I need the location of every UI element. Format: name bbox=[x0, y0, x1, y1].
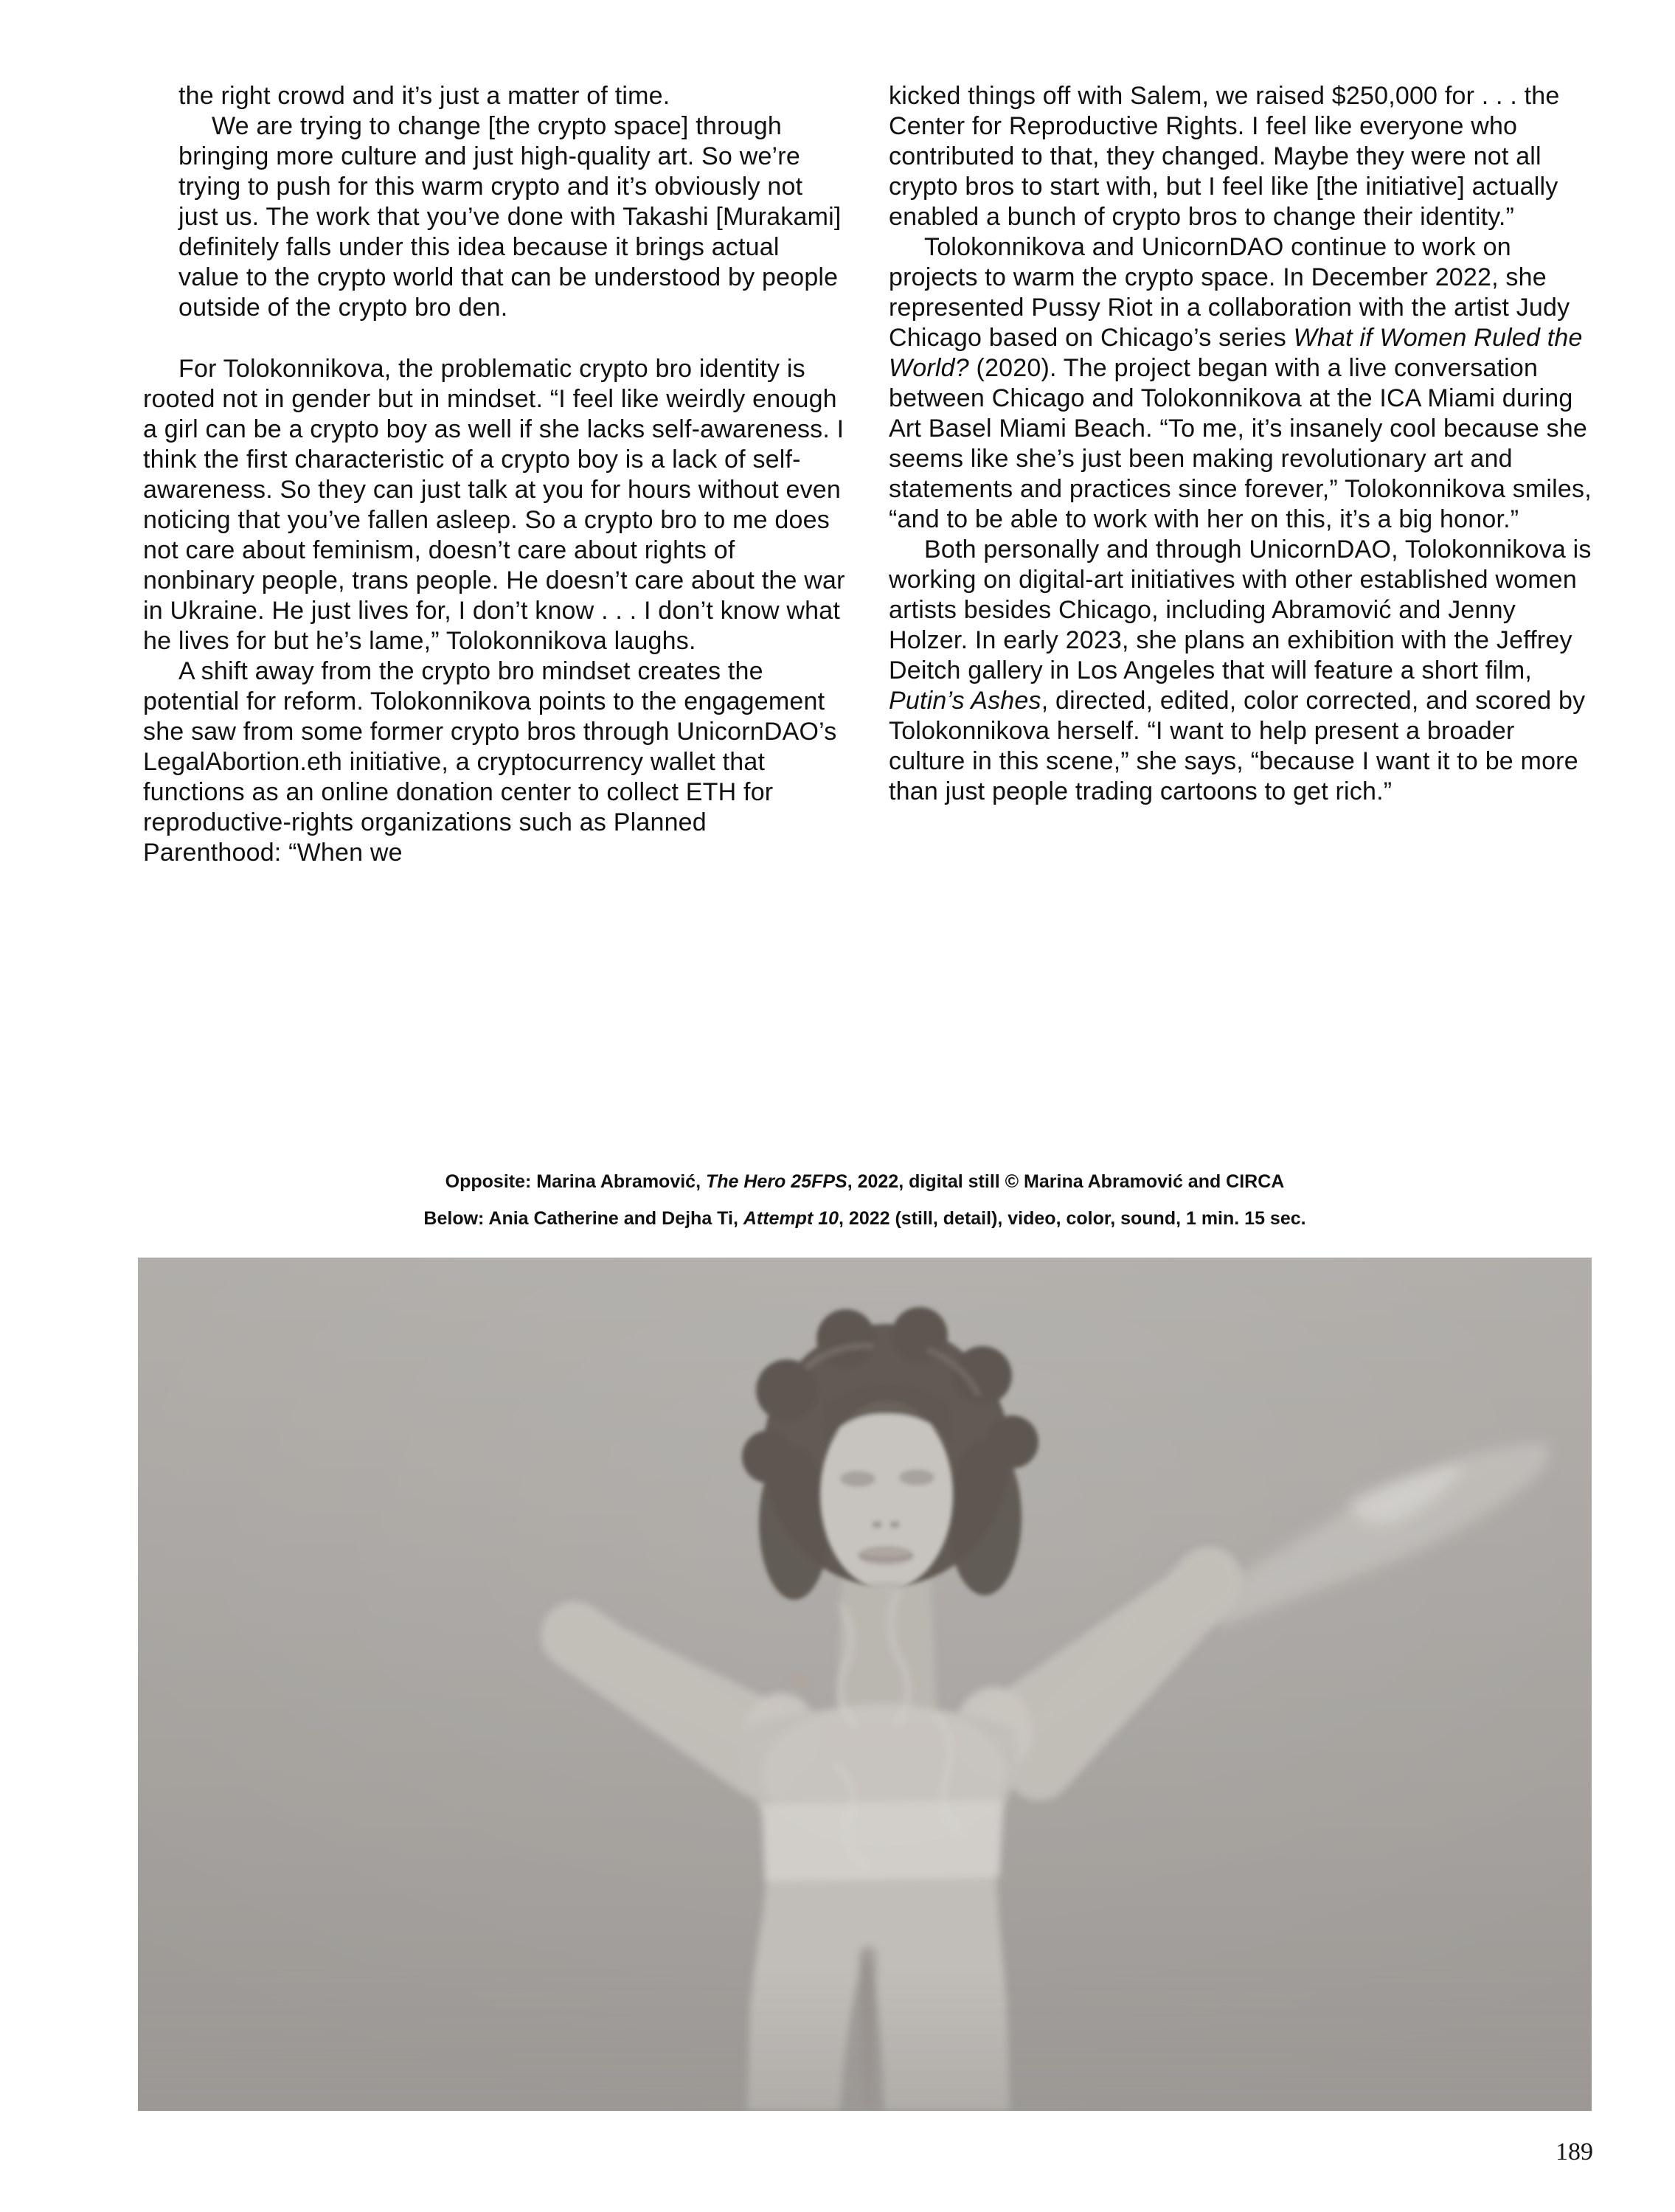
article-column-right bbox=[889, 81, 1592, 807]
text-run: A shift away from the crypto bro mindset creates the potential for reform. Tolokonnikova points to the engagement she saw from some former crypto bros through UnicornDAO’s LegalAbortion.eth initiative, a cryptocurrency wallet that functions as an online donation center to collect ETH for reproductive-rights organizations such as Planned Parenthood: “When we bbox=[143, 657, 837, 867]
quote-block bbox=[178, 81, 845, 323]
text-run: , directed, edited, color corrected, and scored by Tolokonnikova herself. “I want to help present a broader culture in this scene,” she says, “because I want it to be more than just people trading cartoons to get rich.” bbox=[889, 687, 1586, 805]
text-run: , 2022, digital still © Marina Abramović and CIRCA bbox=[847, 1171, 1285, 1192]
paragraph bbox=[889, 535, 1592, 807]
italic-text-run: Putin’s Ashes bbox=[889, 687, 1041, 715]
text-run: We are trying to change [the crypto space] through bringing more culture and just high-quality art. So we’re trying to push for this warm crypto and it’s obviously not just us. The work that you’ve done with Takashi [Murakami] definitely falls under this idea because it brings actual value to the crypto world that can be understood by people outside of the crypto bro den. bbox=[178, 112, 842, 322]
italic-text-run: The Hero 25FPS bbox=[705, 1171, 847, 1192]
text-run: Opposite: Marina Abramović, bbox=[445, 1171, 706, 1192]
text-run: For Tolokonnikova, the problematic crypto bro identity is rooted not in gender but in mindset. “I feel like weirdly enough a girl can be a crypto boy as well if she lacks self-awareness. I think the first characteristic of a crypto boy is a lack of self-awareness. So they can just talk at you for hours without even noticing that you’ve fallen asleep. So a crypto bro to me does not care about feminism, doesn’t care about rights of nonbinary people, trans people. He doesn’t care about the war in Ukraine. He just lives for, I don’t know . . . I don’t know what he lives for but he’s lame,” Tolokonnikova laughs. bbox=[143, 355, 845, 655]
caption-line-opposite bbox=[138, 1163, 1592, 1200]
text-run: Tolokonnikova and UnicornDAO continue to work on projects to warm the crypto space. In December 2022, she represented Pussy Riot in a collaboration with the artist Judy Chicago based on Chicago’s series bbox=[889, 233, 1570, 352]
italic-text-run: What if Women Ruled the World? bbox=[889, 324, 1583, 382]
image-caption bbox=[138, 1163, 1592, 1237]
paragraph bbox=[143, 656, 845, 868]
paragraph bbox=[889, 232, 1592, 535]
caption-line-below bbox=[138, 1200, 1592, 1237]
text-run: (2020). The project began with a live conversation between Chicago and Tolokonnikova at the ICA Miami during Art Basel Miami Beach. “To me, it’s insanely cool because she seems like she’s just been making revolutionary art and statements and practices since forever,” Tolokonnikova smiles, “and to be able to work with her on this, it’s a big honor.” bbox=[889, 354, 1592, 533]
article-column-left bbox=[143, 81, 845, 868]
artwork-photo-svg bbox=[138, 1258, 1592, 2111]
text-run: the right crowd and it’s just a matter of time. bbox=[178, 82, 670, 110]
italic-text-run: Attempt 10 bbox=[743, 1208, 839, 1229]
text-run: Both personally and through UnicornDAO, Tolokonnikova is working on digital-art initiatives with other established women artists besides Chicago, including Abramović and Jenny Holzer. In early 2023, she plans an exhibition with the Jeffrey Deitch gallery in Los Angeles that will feature a short film, bbox=[889, 535, 1592, 684]
text-run: , 2022 (still, detail), video, color, sound, 1 min. 15 sec. bbox=[839, 1208, 1306, 1229]
text-run: Below: Ania Catherine and Dejha Ti, bbox=[423, 1208, 743, 1229]
text-run: kicked things off with Salem, we raised $250,000 for . . . the Center for Reproductive Rights. I feel like everyone who contributed to that, they changed. Maybe they were not all crypto bros to start with, but I feel like [the initiative] actually enabled a bunch of crypto bros to change their identity.” bbox=[889, 82, 1560, 231]
paragraph bbox=[143, 354, 845, 656]
artwork-photo bbox=[138, 1258, 1592, 2111]
text-block bbox=[143, 354, 845, 868]
text-block bbox=[889, 81, 1592, 807]
paragraph bbox=[889, 81, 1592, 232]
muting-veil bbox=[138, 1258, 1592, 2111]
paragraph bbox=[178, 81, 845, 111]
paragraph bbox=[178, 111, 845, 323]
page-number: 189 bbox=[1556, 2138, 1593, 2166]
